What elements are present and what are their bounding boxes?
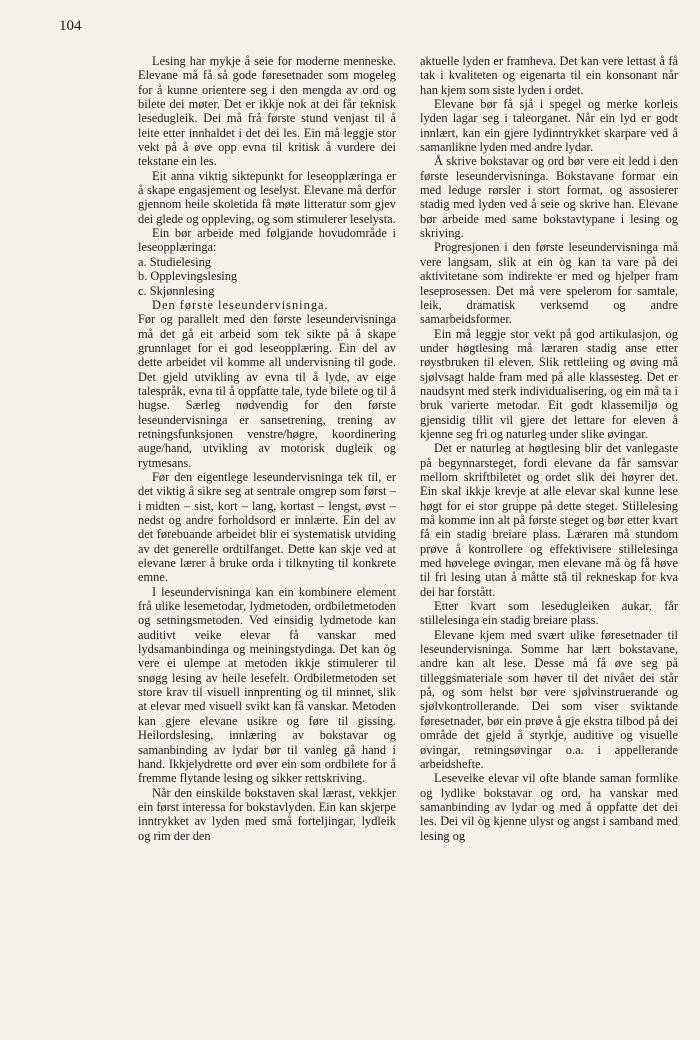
paragraph: Det er naturleg at høgtlesing blir det vanlegaste på begynnarsteget, fordi elevane da får samsvar mellom skriftbiletet og ordet slik dei høyrer det. Ein skal ikkje krevje at alle elevar skal kunne lese høgt for ei stor gruppe på dette steget. Stillelesing må komme inn alt på første steget og bør etter kvart få ein stadig breiare plass. Læraren må stundom prøve å kontrollere og effektivisere stillelesinga med høvelege øvingar, men elevane må òg få høve til fri lesing utan å måtte stå til rekneskap for kva dei har forstått. bbox=[420, 441, 678, 599]
left-column bbox=[138, 54, 396, 843]
paragraph: Etter kvart som lesedugleiken aukar, får stillelesinga ein stadig breiare plass. bbox=[420, 599, 678, 628]
paragraph: Før og parallelt med den første leseundervisninga må det gå eit arbeid som tek sikte på å skape grunnlaget for ei god leseopplæring. Ein del av dette arbeidet vil komme all undervisning til gode. Det gjeld utvikling av evna til å lyde, av eige talespråk, evna til å oppfatte tale, tyde bilete og til å hugse. Særleg nødvendig for den første leseundervisninga er sansetrening, trening av retningsfunksjonen venstre/høgre, koordinering auge/hand, utvikling av motorisk dugleik og rytmesans. bbox=[138, 312, 396, 470]
paragraph: aktuelle lyden er framheva. Det kan vere lettast å få tak i kvaliteten og eigenarta til ein konsonant når han kjem som siste lyden i ordet. bbox=[420, 54, 678, 97]
reading-areas-list bbox=[138, 255, 396, 298]
paragraph: Når den einskilde bokstaven skal lærast, vekkjer ein først interessa for bokstavlyden. Ein kan skjerpe inntrykket av lyden med små forteljingar, lydleik og rim der den bbox=[138, 785, 396, 843]
right-column bbox=[420, 54, 678, 843]
section-heading: Den første leseundervisninga. bbox=[152, 297, 329, 312]
paragraph: I leseundervisninga kan ein kombinere element frå ulike lesemetodar, lydmetoden, ordbiletmetoden og setningsmetoden. Ved einsidig lydmetode kan auditivt veike elevar få vanskar med lydsamanbindinga og meiningstydinga. Det kan òg vere ei ulempe at metoden ikkje stimulerer til snøgg lesing av heile lesefelt. Ordbiletmetoden set store krav til visuell innprenting og til minnet, slik at elevar med visuell svikt kan få vanskar. Metoden kan gjere elevane usikre og føre til gissing. Heilordslesing, innlæring av bokstavar og samanbinding av lydar bør til vanleg gå hand i hand. Ikkjelydrette ord øver ein som ordbilete for å fremme flytande lesing og sikker rettskriving. bbox=[138, 584, 396, 786]
paragraph: Elevane kjem med svært ulike føresetnader til leseundervisninga. Somme har lært bokstavane, andre kan alt lese. Desse må få øve seg på tilleggsmateriale som høver til det nivået dei står på, og som helst bør vere sjølvinstruerande og sjølvkontrollerande. Dei som viser sviktande føresetnader, bør ein prøve å gje ekstra tilbod på dei område det gjeld å styrkje, auditive og visuelle øvingar, retningsøvingar o.a. i appellerande arbeidshefte. bbox=[420, 627, 678, 771]
paragraph: Leseveike elevar vil ofte blande saman formlike og lydlike bokstavar og ord, ha vanskar med samanbinding av lydar og med å oppfatte det dei les. Dei vil òg kjenne ulyst og angst i samband med lesing og bbox=[420, 771, 678, 843]
paragraph: Progresjonen i den første leseundervisninga må vere langsam, slik at ein òg kan ta vare på dei aktivitetane som indirekte er med og hjelper fram leseprosessen. Det må vere spelerom for samtale, leik, dramatisk verksemd og andre samarbeidsformer. bbox=[420, 240, 678, 327]
paragraph: Ein bør arbeide med følgjande hovudområde i leseopplæringa: bbox=[138, 226, 396, 255]
list-item: b. Opplevingslesing bbox=[138, 269, 238, 284]
paragraph: Før den eigentlege leseundervisninga tek til, er det viktig å sikre seg at sentrale omgrep som først – i midten – sist, kort – lang, kortast – lengst, øvst – nedst og andre forholdsord er innlærte. Ein del av det førebuande arbeidet blir ei systematisk utviding av det generelle ordtilfanget. Dette kan skje ved at elevane lærer å bruke orda i tilknyting til konkrete emne. bbox=[138, 469, 396, 585]
paragraph: Elevane bør få sjå i spegel og merke korleis lyden lagar seg i taleorganet. Når ein lyd er godt innlært, kan ein gjere lydinntrykket skarpare ved å samanlikne lyden med andre lydar. bbox=[420, 97, 678, 155]
paragraph: Ein må leggje stor vekt på god artikulasjon, og under høgtlesing må læraren stadig anse etter røystbruken til eleven. Slik rettleiing og øving må sjølvsagt halde fram med på alle klassesteg. Det er naudsynt med sterk individualisering, og ein må ta i bruk varierte metodar. Eit godt klassemiljø og gjensidig tillit vil gjere det lettare for eleven å kjenne seg fri og naturleg under slike øvingar. bbox=[420, 326, 678, 441]
list-item: a. Studielesing bbox=[138, 254, 211, 269]
paragraph: Å skrive bokstavar og ord bør vere eit ledd i den første leseundervisninga. Bokstavane formar ein med leduge rørsler i stort format, og assosierer stadig med lyden ved å seie og skrive han. Elevane bør arbeide med same bokstavtypane i lesing og skriving. bbox=[420, 154, 678, 241]
page-number: 104 bbox=[59, 18, 82, 34]
paragraph: Eit anna viktig siktepunkt for leseopplæringa er å skape engasjement og leselyst. Elevane må derfor gjennom heile skoletida få møte litteratur som gjev dei glede og oppleving, og som stimulerer leselysta. bbox=[138, 168, 396, 226]
paragraph: Lesing har mykje å seie for moderne menneske. Elevane må få så gode føresetnader som mogeleg for å kunne orientere seg i den mengda av ord og bilete dei møter. Det er ikkje nok at dei får teknisk lesedugleik. Dei må frå første stund venjast til å leite etter innhaldet i det dei les. Ein må leggje stor vekt på å øve opp evna til kritisk å vurdere dei tekstane ein les. bbox=[138, 54, 396, 169]
list-item: c. Skjønnlesing bbox=[138, 283, 215, 298]
